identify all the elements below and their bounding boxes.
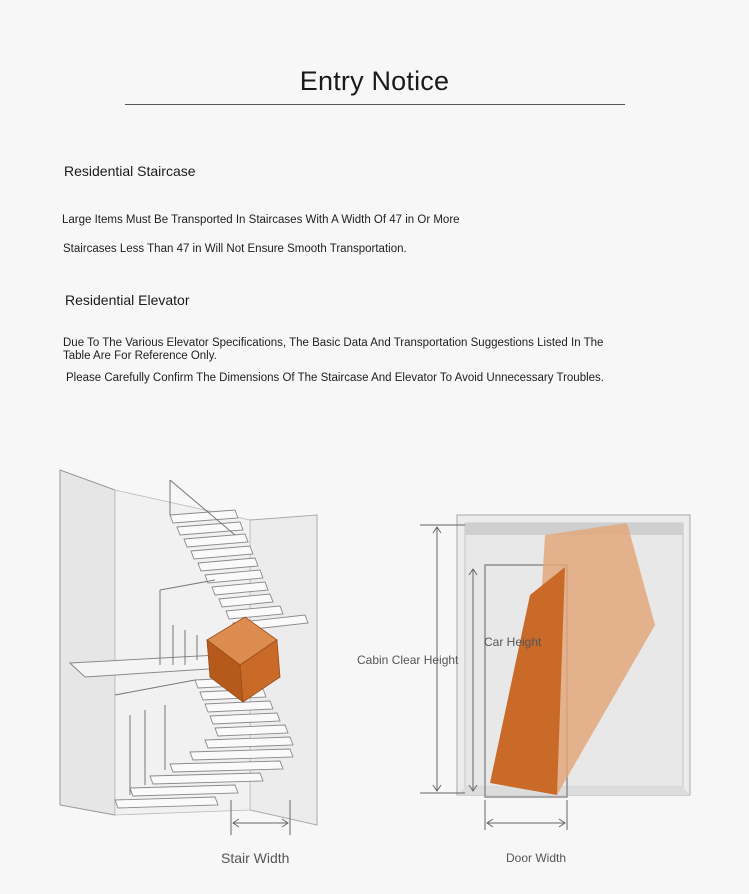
staircase-line-1: Large Items Must Be Transported In Staircases With A Width Of 47 in Or More — [62, 214, 460, 226]
car-height-label: Car Height — [484, 635, 542, 649]
stair-width-label: Stair Width — [221, 850, 290, 866]
elevator-line-2: Please Carefully Confirm The Dimensions Of The Staircase And Elevator To Avoid Unnecessary Troubles. — [66, 372, 604, 384]
staircase-illustration — [55, 465, 325, 845]
elevator-heading: Residential Elevator — [65, 292, 190, 308]
door-width-label: Door Width — [506, 851, 567, 865]
elevator-line-1: Due To The Various Elevator Specifications, The Basic Data And Transportation Suggestions Listed In The Table Are For Reference Only. — [63, 337, 604, 362]
page-title: Entry Notice — [299, 66, 450, 97]
staircase-heading: Residential Staircase — [64, 163, 196, 179]
staircase-line-2: Staircases Less Than 47 in Will Not Ensure Smooth Transportation. — [63, 243, 407, 255]
title-divider — [125, 104, 625, 105]
cabin-clear-height-label: Cabin Clear Height — [357, 653, 459, 667]
elevator-illustration — [405, 495, 700, 840]
